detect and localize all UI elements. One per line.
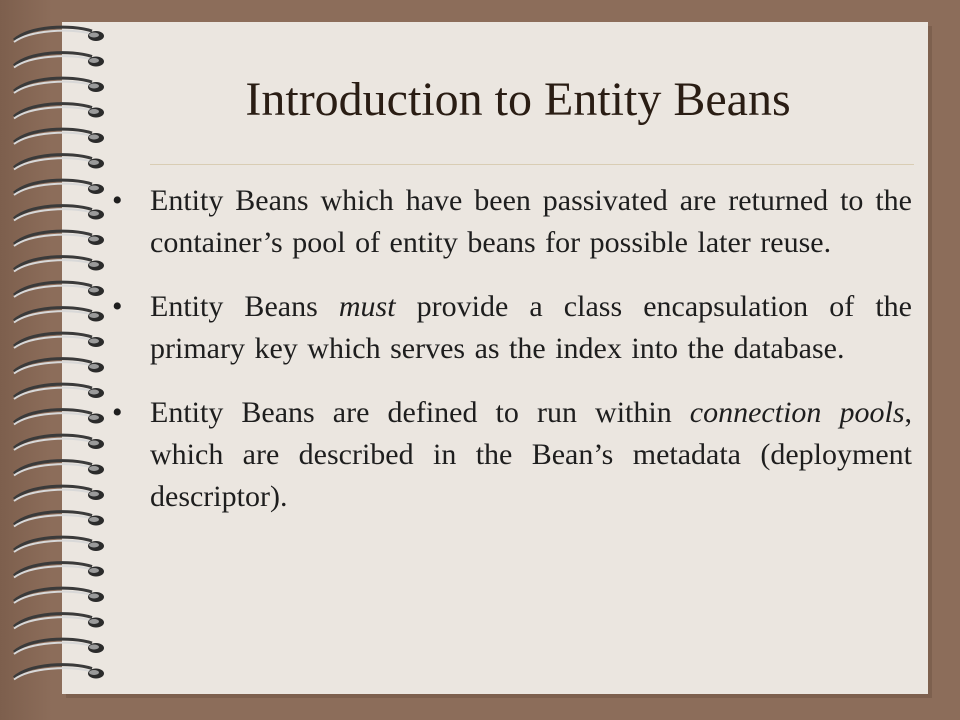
- bullet-text-part: , which are described in the Bean’s metadata (deployment descriptor).: [150, 396, 912, 513]
- bullet-text-emphasis: must: [338, 290, 396, 323]
- binding-ring: [14, 537, 104, 552]
- bullet-item: [112, 286, 912, 370]
- binding-ring: [14, 384, 104, 399]
- binding-ring: [14, 461, 104, 476]
- binding-ring: [14, 435, 104, 450]
- binding-ring: [14, 78, 104, 93]
- binding-ring: [14, 588, 104, 603]
- binding-ring: [14, 308, 104, 323]
- spiral-binding-icon: [0, 0, 130, 720]
- bullet-text-part: Entity Beans are defined to run within: [150, 396, 690, 429]
- binding-ring: [14, 410, 104, 425]
- binding-ring: [14, 614, 104, 629]
- bullet-item: [112, 392, 912, 518]
- binding-ring: [14, 665, 104, 680]
- binding-ring: [14, 27, 104, 42]
- binding-ring: [14, 359, 104, 374]
- bullet-list: [112, 180, 912, 540]
- binding-ring: [14, 563, 104, 578]
- binding-ring: [14, 155, 104, 170]
- binding-ring: [14, 333, 104, 348]
- slide-title: Introduction to Entity Beans: [245, 73, 791, 126]
- binding-ring: [14, 257, 104, 272]
- bullet-text: [150, 290, 912, 365]
- binding-ring: [14, 512, 104, 527]
- binding-ring: [14, 206, 104, 221]
- binding-ring: [14, 486, 104, 501]
- binding-ring: [14, 104, 104, 119]
- bullet-item: [112, 180, 912, 264]
- bullet-text: [150, 396, 912, 513]
- bullet-text-part: provide a class encapsulation of the primary key which serves as the index into the database.: [150, 290, 912, 365]
- bullet-dot: •: [112, 290, 123, 323]
- bullet-text-emphasis: connection pools: [689, 396, 905, 429]
- bullet-dot: •: [112, 396, 123, 429]
- bullet-text-part: Entity Beans which have been passivated are returned to the container’s pool of entity beans for possible later reuse.: [150, 184, 912, 259]
- binding-ring: [14, 282, 104, 297]
- binding-ring: [14, 180, 104, 195]
- binding-ring: [14, 129, 104, 144]
- binding-ring: [14, 53, 104, 68]
- title-divider: [150, 164, 914, 165]
- bullet-text: [150, 184, 912, 259]
- binding-ring: [14, 231, 104, 246]
- bullet-text-part: Entity Beans: [150, 290, 339, 323]
- bullet-dot: •: [112, 184, 123, 217]
- binding-ring: [14, 639, 104, 654]
